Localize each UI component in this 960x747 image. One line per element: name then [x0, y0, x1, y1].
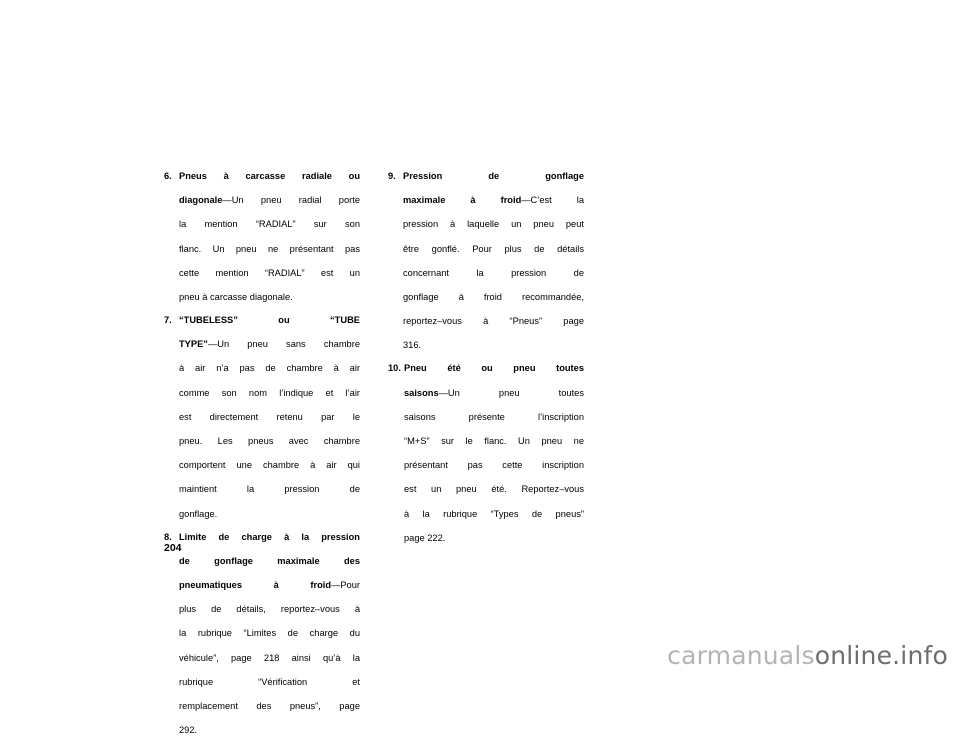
item-text-line: saisons présente l’inscription: [404, 411, 584, 422]
item-text-line: 292.: [179, 725, 198, 736]
item-text-line: Pneus à carcasse radiale ou: [179, 171, 360, 181]
item-text-line: page 222.: [404, 532, 446, 543]
item-text-line: Pression de gonflage: [403, 171, 584, 181]
item-text-line: concernant la pression de: [403, 267, 584, 278]
item-text-line: remplacement des pneus”, page: [179, 700, 360, 711]
item-text-line: saisons: [404, 387, 439, 398]
item-text: [403, 170, 584, 351]
item-text-line: plus de détails, reportez–vous à: [179, 604, 360, 615]
item-text-line: Pneu été ou pneu toutes: [404, 363, 584, 374]
list-item: [164, 531, 360, 737]
item-text-line: à air n’a pas de chambre à air: [179, 363, 360, 374]
item-number: 10.: [388, 363, 401, 374]
item-text-line: de gonflage maximale des: [179, 555, 360, 566]
item-text-line: est un pneu été. Reportez–vous: [404, 484, 584, 495]
item-text-line: est directement retenu par le: [179, 411, 360, 422]
list-item: [388, 170, 584, 351]
item-text-line: pneu. Les pneus avec chambre: [179, 435, 360, 446]
item-text-line: Limite de charge à la pression: [179, 531, 360, 542]
item-number: 6.: [164, 171, 172, 181]
item-text-line: flanc. Un pneu ne présentant pas: [179, 243, 360, 254]
item-text: [179, 314, 360, 520]
item-text: [179, 531, 360, 737]
item-text-line: rubrique “Vérification et: [179, 676, 360, 687]
item-text-line: “TUBELESS” ou “TUBE: [179, 315, 360, 326]
item-text-line: “M+S” sur le flanc. Un pneu ne: [404, 435, 584, 446]
item-text-line: pression à laquelle un pneu peut: [403, 219, 584, 230]
item-text-line: maximale à froid: [403, 195, 522, 206]
item-number: 7.: [164, 315, 172, 326]
item-text-line: la rubrique “Limites de charge du: [179, 628, 360, 639]
right-column: [388, 170, 584, 555]
item-text-line: —Pour: [331, 580, 360, 590]
item-text-line: gonflage.: [179, 508, 218, 519]
item-text-line: —Un pneu sans chambre: [207, 339, 360, 350]
item-text-line: diagonale: [179, 195, 223, 206]
item-text-line: pneumatiques à froid: [179, 580, 332, 590]
left-column: [164, 170, 360, 747]
item-text-line: à la rubrique “Types de pneus”: [404, 508, 584, 519]
item-text: [404, 362, 584, 543]
item-text-line: pneu à carcasse diagonale.: [179, 291, 293, 302]
item-text-line: gonflage à froid recommandée,: [403, 291, 584, 302]
item-text-line: présentant pas cette inscription: [404, 460, 584, 471]
item-text-line: comme son nom l’indique et l’air: [179, 387, 360, 398]
item-text-line: 316.: [403, 340, 422, 351]
item-text-line: TYPE”: [179, 339, 208, 350]
item-text-line: maintient la pression de: [179, 484, 360, 495]
item-text-line: —Un pneu toutes: [438, 387, 584, 398]
list-item: [164, 314, 360, 520]
list-item: [164, 170, 360, 303]
watermark-dark: online.info: [814, 641, 948, 670]
item-text-line: véhicule”, page 218 ainsi qu’à la: [179, 652, 360, 663]
item-text-line: comportent une chambre à air qui: [179, 460, 360, 471]
item-text-line: la mention “RADIAL” sur son: [179, 219, 360, 230]
item-text-line: —Un pneu radial porte: [222, 195, 360, 206]
item-text-line: —C’est la: [521, 195, 584, 206]
item-number: 8.: [164, 531, 172, 542]
watermark: [667, 641, 948, 670]
watermark-light: carmanuals: [667, 641, 815, 670]
item-text: [179, 170, 360, 303]
item-text-line: être gonflé. Pour plus de détails: [403, 243, 584, 254]
list-item: [388, 362, 584, 543]
page-number: 204: [164, 542, 182, 554]
item-number: 9.: [388, 171, 396, 181]
item-text-line: cette mention “RADIAL” est un: [179, 267, 360, 278]
item-text-line: reportez–vous à “Pneus” page: [403, 316, 584, 327]
